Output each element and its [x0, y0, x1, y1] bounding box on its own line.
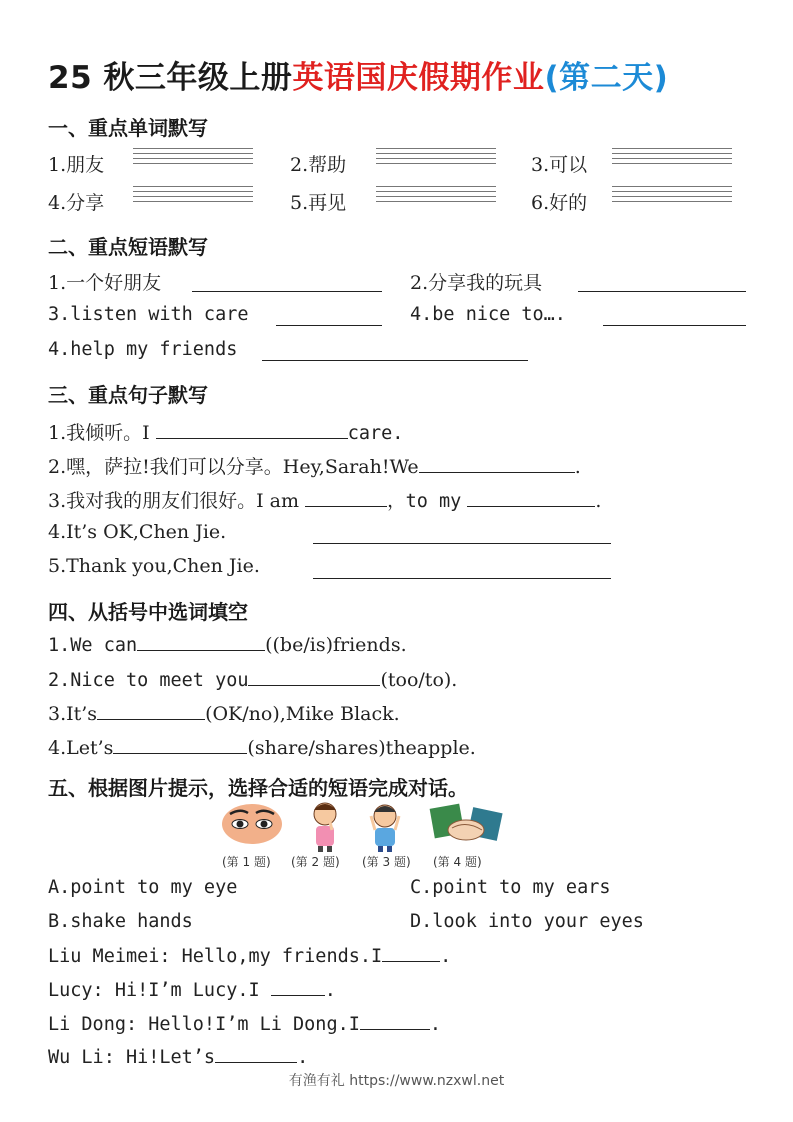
fill-item-3-text: 3.It’s — [48, 703, 98, 725]
answer-line[interactable] — [276, 325, 382, 326]
phrase-item-2: 2.分享我的玩具 — [410, 272, 543, 294]
sentence-2-text: 2.嘿，萨拉!我们可以分享。Hey,Sarah!We — [48, 456, 419, 478]
dialog-line-1-text: Liu Meimei: Hello,my friends.I — [48, 946, 383, 967]
fill-item-3 — [48, 703, 400, 725]
dialog-line-3 — [48, 1013, 441, 1035]
girl-point-eye-icon — [314, 803, 336, 852]
fill-item-4-text: 4.Let’s — [48, 737, 114, 759]
dialog-line-3-end: . — [429, 1014, 442, 1035]
answer-blank[interactable] — [419, 456, 575, 473]
fill-item-2-text: 2.Nice to meet you — [48, 670, 249, 691]
answer-blank[interactable] — [360, 1013, 430, 1030]
title-grade: 25 秋三年级上册 — [48, 60, 293, 96]
writing-lines-5[interactable] — [376, 186, 496, 206]
phrase-item-4: 4.be nice to…. — [410, 304, 566, 325]
dialog-line-4-end: . — [297, 1047, 309, 1068]
answer-blank[interactable] — [137, 634, 265, 651]
writing-lines-1[interactable] — [133, 148, 253, 168]
sentence-1-text: 1.我倾听。I — [48, 422, 150, 444]
fill-item-4 — [48, 737, 476, 759]
writing-lines-2[interactable] — [376, 148, 496, 168]
dialog-line-1-end: . — [440, 946, 452, 967]
writing-lines-6[interactable] — [612, 186, 732, 206]
option-d: D.look into your eyes — [410, 911, 644, 932]
caption-4: (第 4 题) — [433, 855, 482, 869]
footer-watermark: 有渔有礼 https://www.nzxwl.net — [288, 1073, 505, 1089]
sentence-3-end: . — [595, 490, 602, 512]
dialog-line-3-text: Li Dong: Hello!I’m Li Dong.I — [48, 1014, 360, 1035]
page-title — [48, 52, 668, 97]
caption-2: (第 2 题) — [291, 855, 340, 869]
answer-blank[interactable] — [248, 669, 380, 686]
sentence-1-end: care. — [347, 423, 404, 444]
phrase-item-5: 4.help my friends — [48, 339, 238, 360]
fill-item-2 — [48, 669, 457, 691]
answer-blank[interactable] — [156, 422, 348, 439]
sentence-4: 4.It’s OK,Chen Jie. — [48, 521, 227, 543]
caption-1: (第 1 题) — [222, 855, 271, 869]
dialog-line-4 — [48, 1046, 308, 1068]
option-b: B.shake hands — [48, 911, 193, 932]
dialog-line-1 — [48, 945, 451, 967]
fill-item-1 — [48, 634, 407, 656]
picture-hints — [220, 800, 505, 852]
handshake-icon — [430, 804, 503, 841]
section3-heading: 三、重点句子默写 — [48, 383, 208, 407]
answer-blank[interactable] — [215, 1046, 297, 1063]
sentence-2 — [48, 452, 581, 479]
section4-heading: 四、从括号中选词填空 — [48, 600, 248, 624]
sentence-1 — [48, 418, 403, 445]
sentence-3-text: 3.我对我的朋友们很好。I am — [48, 490, 300, 512]
sentence-5: 5.Thank you,Chen Jie. — [48, 555, 260, 577]
writing-lines-3[interactable] — [612, 148, 732, 168]
caption-3: (第 3 题) — [362, 855, 411, 869]
answer-blank[interactable] — [113, 737, 247, 754]
boy-point-ears-icon — [371, 805, 399, 852]
fill-item-1-text: 1.We can — [48, 635, 138, 656]
answer-blank[interactable] — [382, 945, 440, 962]
dialog-line-2-text: Lucy: Hi!I’m Lucy.I — [48, 980, 260, 1001]
answer-line[interactable] — [313, 578, 611, 579]
section1-heading: 一、重点单词默写 — [48, 116, 208, 140]
word-item-4: 4.分享 — [48, 192, 105, 214]
dialog-line-4-text: Wu Li: Hi!Let’s — [48, 1047, 216, 1068]
sentence-3-mid: ，to my — [387, 491, 462, 512]
sentence-2-end: . — [574, 456, 581, 478]
answer-blank[interactable] — [271, 979, 325, 996]
fill-item-4-options: (share/shares)theapple. — [247, 737, 476, 759]
fill-item-1-options: ((be/is)friends. — [265, 634, 407, 656]
option-a: A.point to my eye — [48, 877, 238, 898]
title-day: (第二天) — [544, 60, 669, 96]
word-item-5: 5.再见 — [290, 192, 347, 214]
dialog-line-2 — [48, 979, 336, 1001]
answer-line[interactable] — [603, 325, 746, 326]
word-item-6: 6.好的 — [531, 192, 588, 214]
answer-line[interactable] — [313, 543, 611, 544]
fill-item-3-options: (OK/no),Mike Black. — [205, 703, 400, 725]
answer-line[interactable] — [578, 291, 746, 292]
section2-heading: 二、重点短语默写 — [48, 235, 208, 259]
dialog-line-2-end: . — [324, 980, 336, 1001]
answer-blank[interactable] — [305, 490, 387, 507]
word-item-2: 2.帮助 — [290, 154, 347, 176]
phrase-item-3: 3.listen with care — [48, 304, 249, 325]
eyes-icon — [222, 804, 282, 844]
sentence-3 — [48, 486, 601, 513]
answer-line[interactable] — [262, 360, 528, 361]
answer-line[interactable] — [192, 291, 382, 292]
section5-heading: 五、根据图片提示，选择合适的短语完成对话。 — [48, 776, 468, 800]
phrase-item-1: 1.一个好朋友 — [48, 272, 162, 294]
word-item-1: 1.朋友 — [48, 154, 105, 176]
writing-lines-4[interactable] — [133, 186, 253, 206]
answer-blank[interactable] — [97, 703, 205, 720]
option-c: C.point to my ears — [410, 877, 611, 898]
word-item-3: 3.可以 — [531, 154, 588, 176]
fill-item-2-options: (too/to). — [380, 669, 458, 691]
answer-blank[interactable] — [467, 490, 595, 507]
title-subject: 英语国庆假期作业 — [292, 60, 545, 96]
